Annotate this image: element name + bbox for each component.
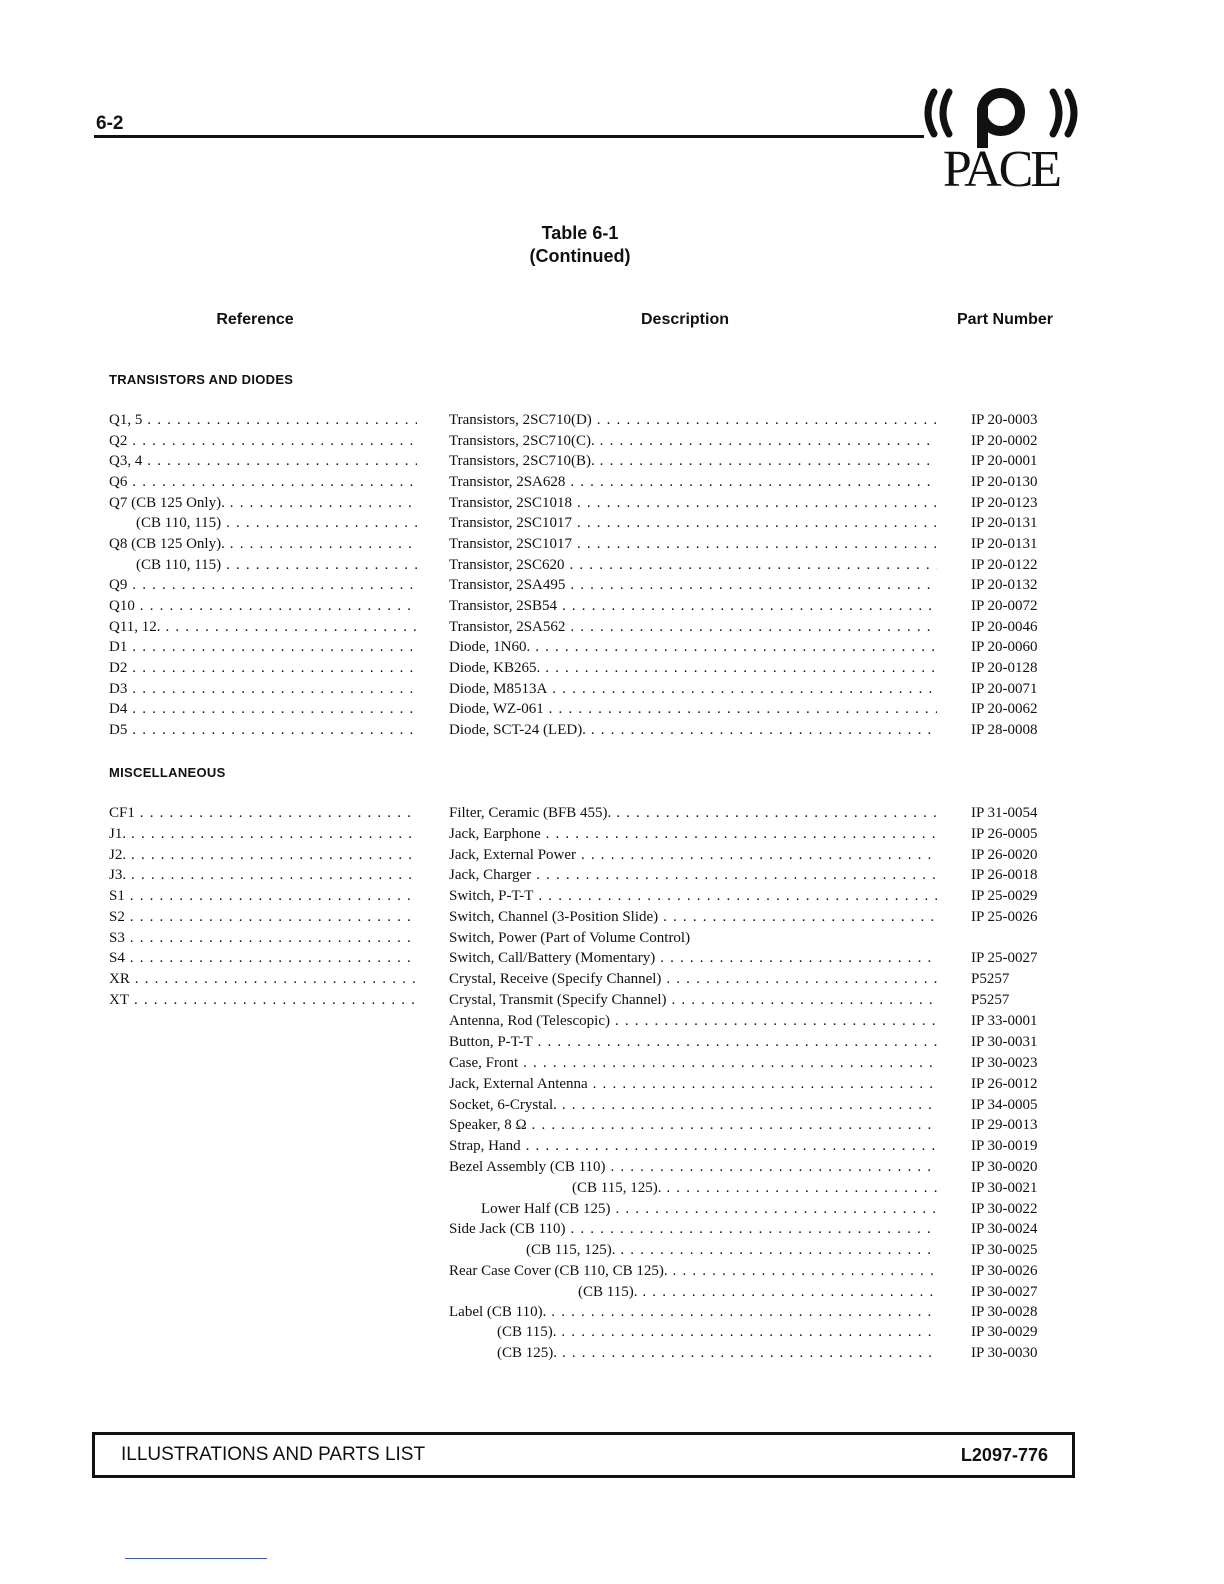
row-part-number: IP 20-0122	[971, 557, 1038, 573]
table-row	[0, 1261, 1224, 1281]
table-row	[0, 803, 1224, 823]
row-reference: Q1, 5 . . .	[109, 410, 417, 430]
row-part-number: P5257	[971, 971, 1010, 987]
row-description: Transistor, 2SC1017 . . .	[449, 534, 937, 554]
row-reference: Q8 (CB 125 Only). . . .	[109, 534, 417, 554]
row-part-number: IP 20-0071	[971, 681, 1038, 697]
table-subtitle-line: (Continued)	[529, 246, 631, 266]
row-part-number: IP 20-0062	[971, 701, 1038, 717]
row-part-number: IP 30-0025	[971, 1242, 1038, 1258]
row-description: Jack, External Power . . .	[449, 845, 937, 865]
row-description: Case, Front . . .	[449, 1053, 937, 1073]
table-row	[0, 720, 1224, 740]
table-row	[0, 1302, 1224, 1322]
row-description: Transistor, 2SB54 . . .	[449, 596, 937, 616]
row-reference: J3. . . .	[109, 865, 417, 885]
row-reference: Q3, 4 . . .	[109, 451, 417, 471]
row-reference: XT . . .	[109, 990, 417, 1010]
row-part-number: IP 25-0026	[971, 909, 1038, 925]
row-part-number: IP 26-0005	[971, 826, 1038, 842]
table-row	[0, 658, 1224, 678]
table-row	[0, 679, 1224, 699]
row-description: Rear Case Cover (CB 110, CB 125). . . .	[449, 1261, 937, 1281]
row-part-number: IP 28-0008	[971, 722, 1038, 738]
row-description: Button, P-T-T . . .	[449, 1032, 937, 1052]
table-row	[0, 948, 1224, 968]
row-part-number: IP 30-0023	[971, 1055, 1038, 1071]
row-part-number: IP 30-0031	[971, 1034, 1038, 1050]
row-description: Diode, KB265. . . .	[449, 658, 937, 678]
row-part-number: IP 31-0054	[971, 805, 1038, 821]
column-header-description: Description	[640, 311, 729, 328]
row-reference: (CB 110, 115) . . .	[109, 513, 417, 533]
row-reference: Q11, 12. . . .	[109, 617, 417, 637]
row-reference: (CB 110, 115) . . .	[109, 555, 417, 575]
row-part-number: IP 29-0013	[971, 1117, 1038, 1133]
bottom-scan-line	[125, 1558, 267, 1559]
row-part-number: IP 30-0030	[971, 1345, 1038, 1361]
column-header-part-number: Part Number	[956, 311, 1054, 328]
row-description: (CB 115). . . .	[578, 1282, 937, 1302]
row-reference: D2 . . .	[109, 658, 417, 678]
table-row	[0, 1219, 1224, 1239]
table-row	[0, 1178, 1224, 1198]
section-heading: MISCELLANEOUS	[109, 765, 226, 780]
table-row	[0, 637, 1224, 657]
row-part-number: IP 20-0131	[971, 536, 1038, 552]
pace-logo-mark	[918, 78, 1084, 148]
row-description: Diode, M8513A . . .	[449, 679, 937, 699]
row-part-number: IP 20-0128	[971, 660, 1038, 676]
table-row	[0, 1095, 1224, 1115]
row-reference: S4 . . .	[109, 948, 417, 968]
pace-logo-text: PACE	[942, 141, 1060, 198]
row-part-number: IP 30-0029	[971, 1324, 1038, 1340]
table-row	[0, 513, 1224, 533]
table-row	[0, 699, 1224, 719]
row-part-number: IP 30-0021	[971, 1180, 1038, 1196]
row-part-number: IP 26-0020	[971, 847, 1038, 863]
table-row	[0, 1032, 1224, 1052]
table-row	[0, 451, 1224, 471]
row-reference: Q7 (CB 125 Only). . . .	[109, 493, 417, 513]
row-description: Switch, P-T-T . . .	[449, 886, 937, 906]
row-reference: XR . . .	[109, 969, 417, 989]
table-row	[0, 1011, 1224, 1031]
row-description: Crystal, Receive (Specify Channel) . . .	[449, 969, 937, 989]
row-part-number: IP 20-0002	[971, 433, 1038, 449]
table-row	[0, 886, 1224, 906]
row-part-number: IP 34-0005	[971, 1097, 1038, 1113]
footer-title: ILLUSTRATIONS AND PARTS LIST	[121, 1444, 426, 1465]
row-part-number: IP 25-0027	[971, 950, 1038, 966]
row-reference: Q9 . . .	[109, 575, 417, 595]
row-description: Side Jack (CB 110) . . .	[449, 1219, 937, 1239]
table-row	[0, 1115, 1224, 1135]
row-description: Switch, Channel (3-Position Slide) . . .	[449, 907, 937, 927]
row-part-number: IP 30-0022	[971, 1201, 1038, 1217]
row-reference: D4 . . .	[109, 699, 417, 719]
table-row	[0, 845, 1224, 865]
row-description: Jack, Earphone . . .	[449, 824, 937, 844]
row-part-number: IP 30-0024	[971, 1221, 1038, 1237]
row-part-number: IP 30-0027	[971, 1284, 1038, 1300]
row-reference: D3 . . .	[109, 679, 417, 699]
table-row	[0, 1053, 1224, 1073]
row-description: Socket, 6-Crystal. . . .	[449, 1095, 937, 1115]
table-title-line: Table 6-1	[541, 223, 619, 243]
row-part-number: IP 26-0012	[971, 1076, 1038, 1092]
document-code: L2097-776	[960, 1445, 1048, 1465]
table-row	[0, 617, 1224, 637]
row-description: Label (CB 110). . . .	[449, 1302, 937, 1322]
row-description: Transistors, 2SC710(C). . . .	[449, 431, 937, 451]
row-part-number: IP 33-0001	[971, 1013, 1038, 1029]
table-row	[0, 1282, 1224, 1302]
row-part-number: IP 20-0072	[971, 598, 1038, 614]
table-row	[0, 1199, 1224, 1219]
row-description: Diode, SCT-24 (LED). . . .	[449, 720, 937, 740]
row-description: Crystal, Transmit (Specify Channel) . . .	[449, 990, 937, 1010]
row-description: Transistor, 2SC1018 . . .	[449, 493, 937, 513]
row-description: (CB 115, 125). . . .	[572, 1178, 937, 1198]
row-description: Transistor, 2SC620 . . .	[449, 555, 937, 575]
row-reference: Q10 . . .	[109, 596, 417, 616]
column-header-reference: Reference	[216, 311, 294, 328]
row-part-number: IP 20-0131	[971, 515, 1038, 531]
footer-box	[92, 1432, 1075, 1478]
row-reference: S3 . . .	[109, 928, 417, 948]
table-row	[0, 865, 1224, 885]
row-reference: J2. . . .	[109, 845, 417, 865]
table-row	[0, 824, 1224, 844]
row-reference: D5 . . .	[109, 720, 417, 740]
row-reference: CF1 . . .	[109, 803, 417, 823]
row-description: Transistor, 2SC1017 . . .	[449, 513, 937, 533]
table-row	[0, 1136, 1224, 1156]
table-row	[0, 555, 1224, 575]
row-part-number: IP 20-0046	[971, 619, 1038, 635]
table-row	[0, 969, 1224, 989]
table-row	[0, 575, 1224, 595]
row-description: Switch, Power (Part of Volume Control)	[449, 930, 691, 946]
row-description: Strap, Hand . . .	[449, 1136, 937, 1156]
row-description: Switch, Call/Battery (Momentary) . . .	[449, 948, 937, 968]
row-description: Bezel Assembly (CB 110) . . .	[449, 1157, 937, 1177]
table-row	[0, 990, 1224, 1010]
row-description: (CB 125). . . .	[497, 1343, 937, 1363]
row-part-number: IP 30-0028	[971, 1304, 1038, 1320]
row-reference: S1 . . .	[109, 886, 417, 906]
row-description: Transistor, 2SA628 . . .	[449, 472, 937, 492]
row-description: Lower Half (CB 125) . . .	[481, 1199, 937, 1219]
table-row	[0, 1240, 1224, 1260]
row-reference: S2 . . .	[109, 907, 417, 927]
row-part-number: P5257	[971, 992, 1010, 1008]
row-description: Speaker, 8 Ω . . .	[449, 1115, 937, 1135]
row-description: Antenna, Rod (Telescopic) . . .	[449, 1011, 937, 1031]
table-row	[0, 928, 1224, 948]
row-part-number: IP 30-0026	[971, 1263, 1038, 1279]
table-row	[0, 1322, 1224, 1342]
row-description: Diode, WZ-061 . . .	[449, 699, 937, 719]
table-row	[0, 431, 1224, 451]
row-part-number: IP 20-0001	[971, 453, 1038, 469]
row-part-number: IP 30-0019	[971, 1138, 1038, 1154]
row-description: Diode, 1N60. . . .	[449, 637, 937, 657]
row-description: Jack, Charger . . .	[449, 865, 937, 885]
row-description: Transistors, 2SC710(D) . . .	[449, 410, 937, 430]
row-description: Filter, Ceramic (BFB 455). . . .	[449, 803, 937, 823]
section-heading: TRANSISTORS AND DIODES	[109, 372, 294, 387]
row-part-number: IP 20-0003	[971, 412, 1038, 428]
row-part-number: IP 20-0060	[971, 639, 1038, 655]
page-number: 6-2	[96, 113, 124, 134]
row-description: Transistor, 2SA495 . . .	[449, 575, 937, 595]
table-row	[0, 410, 1224, 430]
table-row	[0, 1157, 1224, 1177]
row-part-number: IP 20-0123	[971, 495, 1038, 511]
header-rule	[94, 135, 924, 138]
row-reference: Q6 . . .	[109, 472, 417, 492]
row-description: Transistors, 2SC710(B). . . .	[449, 451, 937, 471]
table-row	[0, 596, 1224, 616]
row-part-number: IP 30-0020	[971, 1159, 1038, 1175]
row-description: (CB 115). . . .	[497, 1322, 937, 1342]
row-reference: Q2 . . .	[109, 431, 417, 451]
row-part-number: IP 26-0018	[971, 867, 1038, 883]
table-row	[0, 534, 1224, 554]
row-part-number: IP 20-0132	[971, 577, 1038, 593]
row-part-number: IP 25-0029	[971, 888, 1038, 904]
table-title	[480, 222, 680, 268]
table-row	[0, 907, 1224, 927]
table-row	[0, 1074, 1224, 1094]
row-reference: J1. . . .	[109, 824, 417, 844]
table-row	[0, 1343, 1224, 1363]
row-part-number: IP 20-0130	[971, 474, 1038, 490]
table-row	[0, 493, 1224, 513]
row-description: Jack, External Antenna . . .	[449, 1074, 937, 1094]
row-reference: D1 . . .	[109, 637, 417, 657]
table-row	[0, 472, 1224, 492]
row-description: (CB 115, 125). . . .	[526, 1240, 937, 1260]
row-description: Transistor, 2SA562 . . .	[449, 617, 937, 637]
